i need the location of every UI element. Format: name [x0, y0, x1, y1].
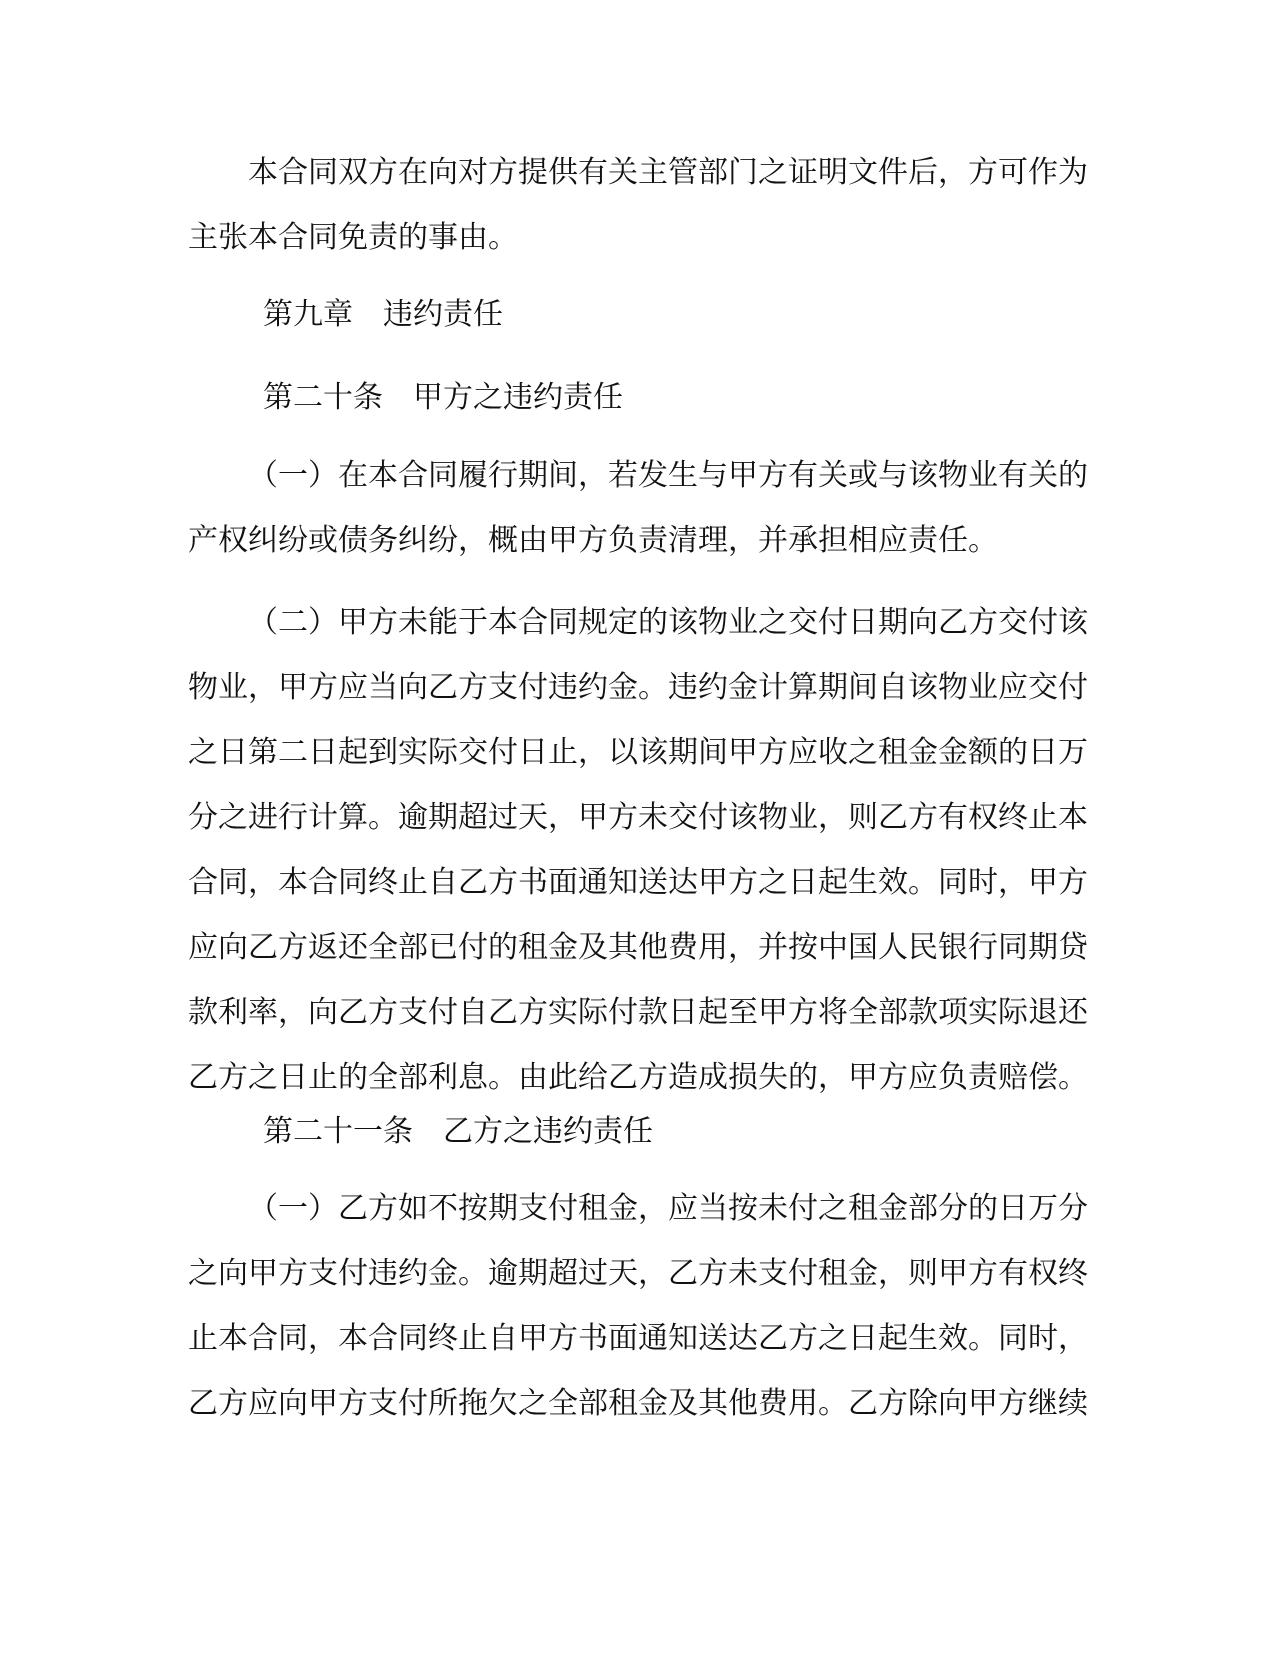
- paragraph-intro: 本合同双方在向对方提供有关主管部门之证明文件后，方可作为主张本合同免责的事由。: [188, 155, 1088, 255]
- chapter-number: 第九章: [263, 297, 353, 332]
- article-20-heading: [263, 378, 623, 418]
- article-20-number: 第二十条: [263, 380, 383, 415]
- article-20-title: 甲方之违约责任: [413, 380, 623, 415]
- article-21-heading: [263, 1112, 653, 1152]
- article-21-number: 第二十一条: [263, 1114, 413, 1149]
- chapter-title: 违约责任: [383, 297, 503, 332]
- article-20-item-2: （二）甲方未能于本合同规定的该物业之交付日期向乙方交付该物业，甲方应当向乙方支付违约金。违约金计算期间自该物业应交付之日第二日起到实际交付日止，以该期间甲方应收之租金金额的日万分之进行计算。逾期超过天，甲方未交付该物业，则乙方有权终止本合同，本合同终止自乙方书面通知送达甲方之日起生效。同时，甲方应向乙方返还全部已付的租金及其他费用，并按中国人民银行同期贷款利率，向乙方支付自乙方实际付款日起至甲方将全部款项实际退还乙方之日止的全部利息。由此给乙方造成损失的，甲方应负责赔偿。: [188, 605, 1088, 1095]
- article-20-item-1: （一）在本合同履行期间，若发生与甲方有关或与该物业有关的产权纠纷或债务纠纷，概由甲方负责清理，并承担相应责任。: [188, 458, 1088, 558]
- article-21-title: 乙方之违约责任: [443, 1114, 653, 1149]
- chapter-heading: [263, 295, 503, 335]
- article-21-item-1: （一）乙方如不按期支付租金，应当按未付之租金部分的日万分之向甲方支付违约金。逾期超过天，乙方未支付租金，则甲方有权终止本合同，本合同终止自甲方书面通知送达乙方之日起生效。同时，乙方应向甲方支付所拖欠之全部租金及其他费用。乙方除向甲方继续: [188, 1191, 1088, 1421]
